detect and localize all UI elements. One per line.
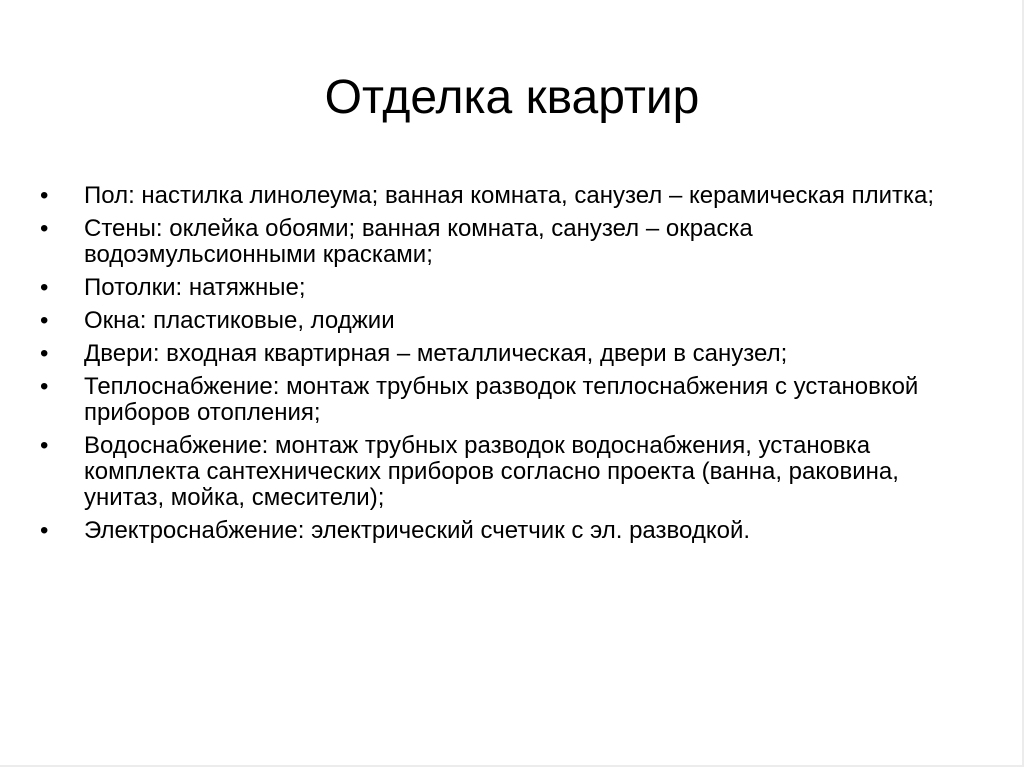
list-item-text: Теплоснабжение: монтаж трубных разводок теплоснабжения с установкой приборов отопления; bbox=[84, 373, 919, 426]
slide-title: Отделка квартир bbox=[324, 71, 700, 124]
bullet-icon: • bbox=[40, 373, 49, 400]
bullet-icon: • bbox=[40, 340, 49, 367]
bullet-icon: • bbox=[40, 307, 49, 334]
list-item bbox=[40, 341, 980, 367]
list-item bbox=[40, 374, 980, 426]
list-item-text: Водоснабжение: монтаж трубных разводок водоснабжения, установка комплекта сантехнических приборов согласно проекта (ванна, раковина, унитаз, мойка, смесители); bbox=[84, 432, 899, 511]
list-item-text: Стены: оклейка обоями; ванная комната, санузел – окраска водоэмульсионными красками; bbox=[84, 215, 753, 268]
bullet-icon: • bbox=[40, 274, 49, 301]
bullet-list bbox=[40, 183, 980, 551]
list-item bbox=[40, 275, 980, 301]
bullet-icon: • bbox=[40, 215, 49, 242]
bullet-icon: • bbox=[40, 182, 49, 209]
list-item bbox=[40, 433, 980, 511]
list-item-text: Окна: пластиковые, лоджии bbox=[84, 307, 395, 334]
list-item bbox=[40, 183, 980, 209]
list-item-text: Двери: входная квартирная – металлическая, двери в санузел; bbox=[84, 340, 788, 367]
bullet-icon: • bbox=[40, 517, 49, 544]
bullet-icon: • bbox=[40, 432, 49, 459]
list-item bbox=[40, 216, 980, 268]
list-item-text: Пол: настилка линолеума; ванная комната, санузел – керамическая плитка; bbox=[84, 182, 935, 209]
list-item bbox=[40, 518, 980, 544]
list-item-text: Потолки: натяжные; bbox=[84, 274, 306, 301]
list-item bbox=[40, 308, 980, 334]
list-item-text: Электроснабжение: электрический счетчик с эл. разводкой. bbox=[84, 517, 751, 544]
